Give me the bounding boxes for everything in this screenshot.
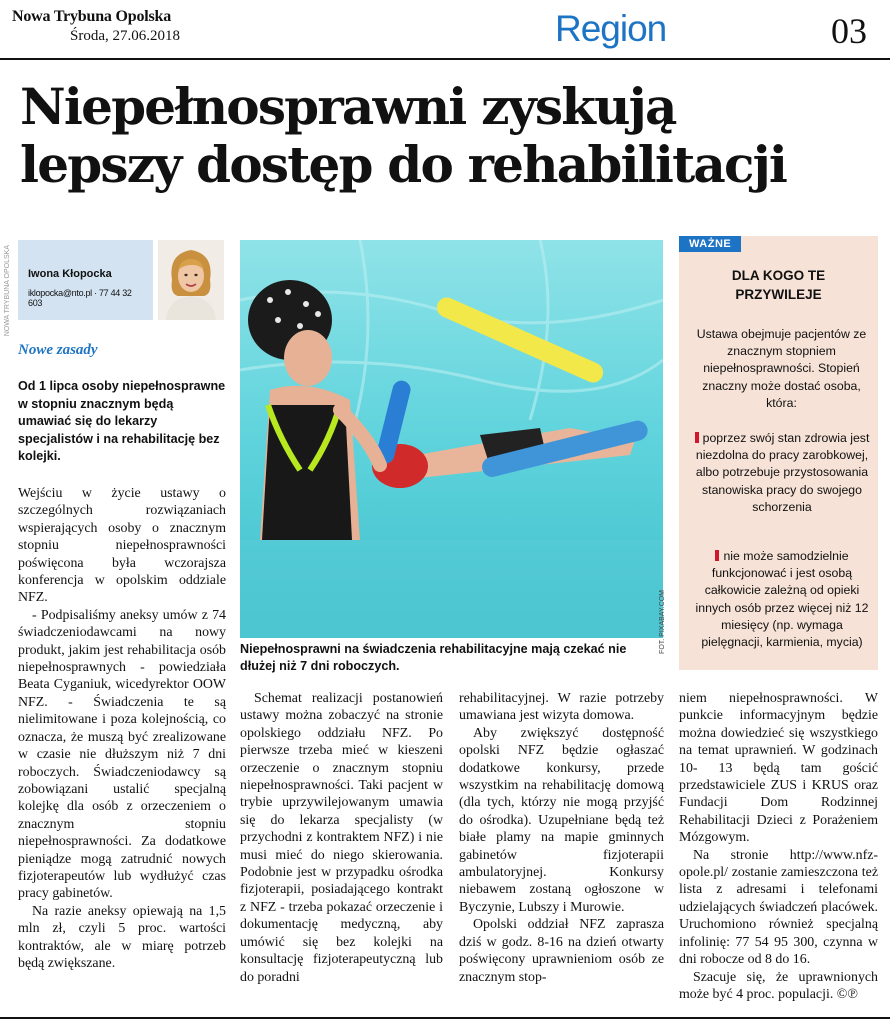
author-name: Iwona Kłopocka bbox=[28, 268, 112, 280]
author-contact: iklopocka@nto.pl · 77 44 32 603 bbox=[28, 288, 132, 308]
col1-paragraph-1: Wejściu w życie ustawy o szczególnych rozwiązaniach wspierających osoby o znacznym stopniu niepełnosprawności poświęcona była wczorajsza konferencja w opolskim oddziale NFZ. bbox=[18, 486, 226, 606]
headline-line-2: lepszy dostęp do rehabilitacji bbox=[20, 135, 787, 194]
photo-caption: Niepełnosprawni na świadczenia rehabilitacyjne mają czekać nie dłużej niż 7 dni roboczych. bbox=[240, 642, 627, 673]
sidebar-item-2 bbox=[689, 548, 875, 651]
masthead-date: Środa, 27.06.2018 bbox=[70, 28, 180, 44]
sidebar-title-line-1: DLA KOGO TE bbox=[731, 268, 826, 283]
bottom-rule bbox=[0, 1017, 890, 1019]
sidebar-box bbox=[679, 236, 878, 670]
bullet-icon bbox=[695, 432, 699, 443]
col4-paragraph-2: Na stronie http://www.nfz-opole.pl/ zostanie zamieszczona też lista z adresami i telefonami udzielających świadczeń placówek. Uruchomiono również specjalną infolinię: 77 54 95 300, czynna w dni robocze od 8 do 16. bbox=[679, 847, 878, 968]
bullet-icon bbox=[715, 550, 719, 561]
col4-paragraph-1: niem niepełnosprawności. W punkcie informacyjnym będzie można dowiedzieć się wszystkiego na temat uprawnień. W godzinach 10- 13 będą tam gościć przedstawiciele ZUS i KRUS oraz Fundacji Dom Rodzinnej Rehabilitacji Dzieci z Porażeniem Mózgowym. bbox=[679, 691, 878, 846]
top-rule bbox=[0, 58, 890, 60]
photo-credit: FOT. PIXABAY.COM bbox=[659, 590, 666, 654]
column-2 bbox=[240, 690, 443, 986]
headline-line-1: Niepełnosprawni zyskują bbox=[20, 77, 676, 136]
author-box bbox=[18, 240, 153, 320]
col4-paragraph-3: Szacuje się, że uprawnionych może być 4 proc. populacji. ©℗ bbox=[679, 969, 878, 1002]
column-4 bbox=[679, 690, 878, 1003]
rubric: Nowe zasady bbox=[18, 342, 98, 358]
lead-paragraph: Od 1 lipca osoby niepełnosprawne w stopniu znacznym będą umawiać się do lekarzy specjalistów i na rehabilitację bez kolejki. bbox=[18, 379, 226, 463]
pool-rehabilitation-photo-icon bbox=[240, 240, 663, 638]
col3-paragraph-2: Aby zwiększyć dostępność opolski NFZ będzie ogłaszać dodatkowe konkursy, przede wszystkim na rehabilitację domową (dla tych, którzy nie mogą przyjść do ośrodka). Uzupełniane będą też białe plamy na mapie gminnych gabinetów fizjoterapii ambulatoryjnej. Konkursy niebawem zostaną ogłoszone w Byczynie, Lubszy i Murowie. bbox=[459, 725, 664, 915]
sidebar-item-1 bbox=[689, 430, 875, 516]
page-number: 03 bbox=[831, 11, 867, 51]
sidebar-tag: WAŻNE bbox=[679, 236, 741, 252]
col1-paragraph-3: Na razie aneksy opiewają na 1,5 mln zł, czyli 5 proc. wartości kontraktów, ale w miarę potrzeb będą zwiększane. bbox=[18, 903, 226, 971]
sidebar-intro: Ustawa obejmuje pacjentów ze znacznym stopniem niepełnosprawności. Stopień znaczny może dostać osoba, która: bbox=[696, 327, 867, 410]
sidebar-item-1-text: poprzez swój stan zdrowia jest niezdolna do pracy zarobkowej, albo potrzebuje przystosowania stanowiska pracy do swojego schorzenia bbox=[695, 431, 870, 514]
column-1 bbox=[18, 485, 226, 972]
col3-paragraph-1: rehabilitacyjnej. W razie potrzeby umawiana jest wizyta domowa. bbox=[459, 691, 664, 724]
col2-paragraph-1: Schemat realizacji postanowień ustawy można zobaczyć na stronie opolskiego oddziału NFZ. Po pierwsze trzeba mieć w kieszeni orzeczenie o znacznym stopniu niepełnosprawności. Taki pacjent w trybie uprzywilejowanym umawia się do lekarza specjalisty (w przychodni z kontraktem NFZ) i nie musi mieć do niego skierowania. Podobnie jest w przypadku ośrodka fizjoterapii, posiadającego kontrakt z NFZ - trzeba pokazać orzeczenie i dokumentację medyczną, aby umówić się bez kolejki na konsultację fizjoterapeutyczną lub do poradni bbox=[240, 691, 443, 985]
article-photo bbox=[240, 240, 663, 638]
sidebar-item-2-text: nie może samodzielnie funkcjonować i jest osobą całkowicie zależną od opieki innych osób przez więcej niż 12 miesięcy (np. wymaga pielęgnacji, karmienia, mycia) bbox=[695, 549, 869, 650]
col3-paragraph-3: Opolski oddział NFZ zaprasza dziś w godz. 8-16 na dzień otwarty poświęcony uprawnieniom osób ze znacznym stop- bbox=[459, 917, 664, 985]
sidebar-title bbox=[679, 266, 878, 304]
section-title: Region bbox=[555, 8, 667, 49]
headline bbox=[20, 78, 880, 194]
column-3 bbox=[459, 690, 664, 986]
sidebar-title-line-2: PRZYWILEJE bbox=[735, 287, 822, 302]
author-photo bbox=[158, 240, 224, 320]
masthead-paper-name: Nowa Trybuna Opolska bbox=[12, 8, 172, 25]
side-label: NOWA TRYBUNA OPOLSKA bbox=[4, 245, 11, 337]
author-portrait-icon bbox=[158, 240, 224, 320]
col1-paragraph-2: - Podpisaliśmy aneksy umów z 74 świadczeniodawcami na nowy produkt, jakim jest rehabilitacja osób niepełnosprawnych - powiedziała Beata Cyganiuk, wicedyrektor OOW NFZ. - Świadczenia te są nielimitowane i poza kolejnością, co oznacza, że muszą być zrealizowane w czasie nie dłuższym niż 7 dni roboczych. Świadczeniodawcy są zobowiązani ustalić specjalną kolejkę dla osób z orzeczeniem o znacznym stopniu niepełnosprawności. Za dodatkowe pieniądze mogą zatrudnić nowych fizjoterapeutów lub wydłużyć czas pracy gabinetów. bbox=[18, 607, 226, 902]
